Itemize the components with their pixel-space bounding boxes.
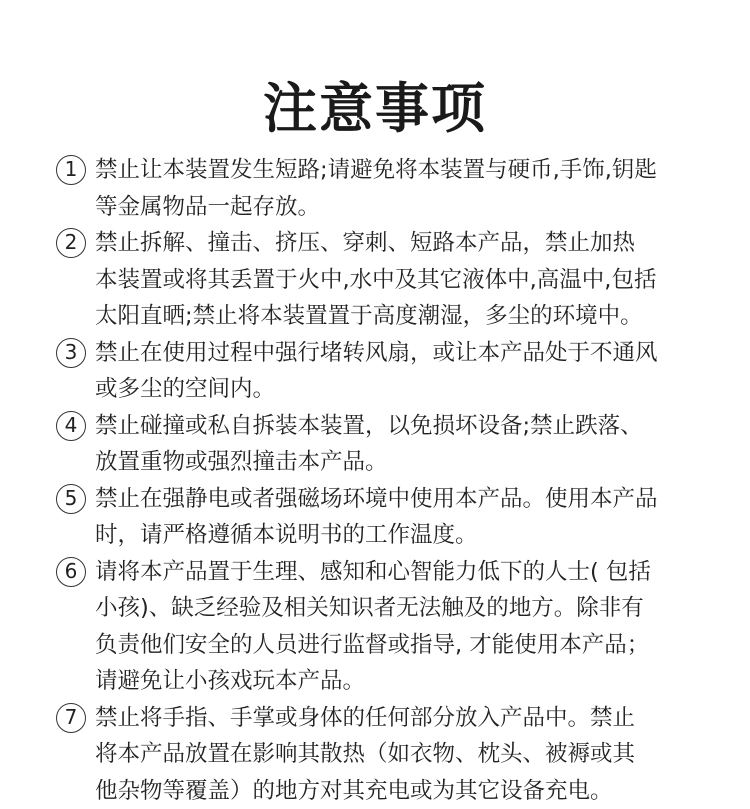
precaution-text: 禁止在使用过程中强行堵转风扇，或让本产品处于不通风 或多尘的空间内。 xyxy=(95,335,716,408)
precaution-text: 请将本产品置于生理、感知和心智能力低下的人士( 包括 小孩)、缺乏经验及相关知识者无法触及的地方。除非有 负责他们安全的人员进行监督或指导, 才能使用本产品； 请避免让小孩戏玩本产品。 xyxy=(95,554,716,700)
item-number-badge: 6 xyxy=(56,557,86,587)
precaution-text: 禁止碰撞或私自拆装本装置，以免损坏设备;禁止跌落、 放置重物或强烈撞击本产品。 xyxy=(95,408,716,481)
precaution-item-3 xyxy=(56,335,716,408)
precaution-text: 禁止拆解、撞击、挤压、穿刺、短路本产品，禁止加热 本装置或将其丢置于火中,水中及其它液体中,高温中,包括 太阳直晒;禁止将本装置置于高度潮湿，多尘的环境中。 xyxy=(95,225,716,335)
precaution-text: 禁止在强静电或者强磁场环境中使用本产品。使用本产品 时，请严格遵循本说明书的工作温度。 xyxy=(95,481,716,554)
item-number-badge: 1 xyxy=(56,155,86,185)
item-number-badge: 3 xyxy=(56,338,86,368)
precaution-text: 禁止将手指、手掌或身体的任何部分放入产品中。禁止 将本产品放置在影响其散热（如衣物、枕头、被褥或其 他杂物等覆盖）的地方对其充电或为其它设备充电。 xyxy=(95,700,716,809)
item-number-badge: 2 xyxy=(56,228,86,258)
item-number-badge: 5 xyxy=(56,484,86,514)
precaution-item-2 xyxy=(56,225,716,335)
precaution-item-5 xyxy=(56,481,716,554)
item-number-badge: 7 xyxy=(56,703,86,733)
precaution-item-1 xyxy=(56,152,716,225)
page-title: 注意事项 xyxy=(0,74,750,144)
precaution-item-7 xyxy=(56,700,716,809)
precaution-item-6 xyxy=(56,554,716,700)
precautions-list xyxy=(56,152,716,809)
precaution-item-4 xyxy=(56,408,716,481)
item-number-badge: 4 xyxy=(56,411,86,441)
precaution-text: 禁止让本装置发生短路;请避免将本装置与硬币,手饰,钥匙 等金属物品一起存放。 xyxy=(95,152,716,225)
